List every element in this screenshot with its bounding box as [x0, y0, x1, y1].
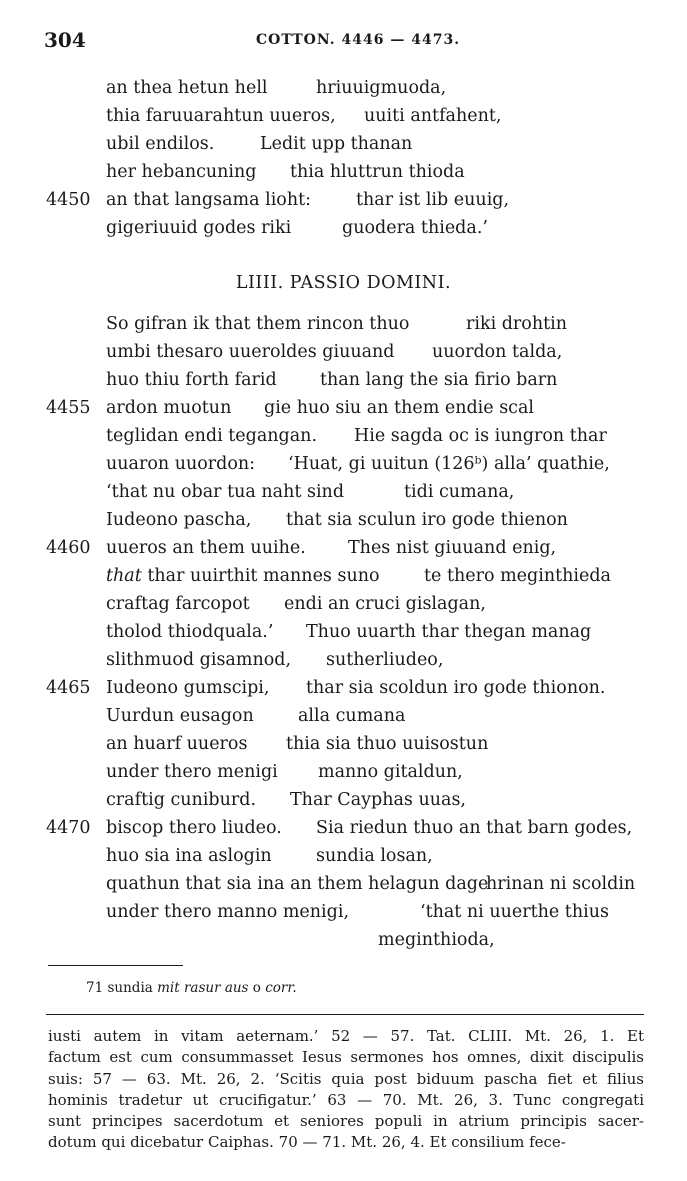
- verse-b: gie huo siu an them endie scal: [264, 398, 535, 418]
- verse-a: thia faruuarahtun uueros,: [106, 106, 336, 126]
- verse-line: [0, 310, 687, 338]
- verse-a: slithmuod gisamnod,: [106, 650, 292, 670]
- footnote-text: mit rasur aus: [157, 980, 249, 996]
- line-number: 4450: [46, 190, 91, 210]
- verse-a: uueros an them uuihe.: [106, 538, 306, 558]
- footnote-word: sundia: [107, 980, 153, 996]
- verse-line: [0, 478, 687, 506]
- line-number: 4470: [46, 818, 91, 838]
- verse-line: [0, 702, 687, 730]
- latin-notes: [48, 1026, 644, 1154]
- footnote-letter: o: [252, 980, 261, 996]
- running-head: COTTON. 4446 — 4473.: [256, 32, 461, 48]
- latin-line: sunt principes sacerdotum et seniores populi in atrium principis sacer-: [48, 1112, 644, 1131]
- line-number: 4460: [46, 538, 91, 558]
- verse-b: Ledit upp thanan: [260, 134, 413, 154]
- verse-b: ‘that ni uuerthe thius: [420, 902, 609, 922]
- verse-line: [0, 186, 687, 214]
- verse-line: [0, 102, 687, 130]
- verse-line: [0, 730, 687, 758]
- verse-a: an huarf uueros: [106, 734, 248, 754]
- verse-line: [0, 394, 687, 422]
- verse-line: [0, 214, 687, 242]
- verse-a: Uurdun eusagon: [106, 706, 254, 726]
- verse-line: [0, 758, 687, 786]
- verse-b: meginthioda,: [378, 930, 495, 950]
- verse-a: Iudeono pascha,: [106, 510, 252, 530]
- latin-line: iusti autem in vitam aeternam.’ 52 — 57. Tat. CLIII. Mt. 26, 1. Et: [48, 1027, 644, 1045]
- verse-a-rest: thar uuirthit mannes suno: [141, 566, 380, 586]
- verse-a: an that langsama lioht:: [106, 190, 312, 210]
- verse-a: biscop thero liudeo.: [106, 818, 282, 838]
- verse-b: riki drohtin: [466, 314, 568, 334]
- verse-b: endi an cruci gislagan,: [284, 594, 486, 614]
- verse-b: te thero meginthieda: [424, 566, 611, 586]
- verse-line: [0, 506, 687, 534]
- verse-a: an thea hetun hell: [106, 78, 268, 98]
- verse-b: Thuo uuarth thar thegan manag: [306, 622, 592, 642]
- verse-line: [0, 646, 687, 674]
- footnote-number: 71: [86, 980, 104, 996]
- footnote-abbr: corr.: [265, 980, 297, 996]
- verse-a: ‘that nu obar tua naht sind: [106, 482, 345, 502]
- verse-line: [0, 870, 687, 898]
- verse-b: that sia sculun iro gode thienon: [286, 510, 568, 530]
- verse-b: ‘Huat, gi uuitun (126ᵇ) alla’ quathie,: [288, 454, 610, 474]
- verse-b: than lang the sia firio barn: [320, 370, 558, 390]
- verse-b: hrinan ni scoldin: [486, 874, 636, 894]
- verse-b: thar sia scoldun iro gode thionon.: [306, 678, 606, 698]
- verse-a: So gifran ik that them rincon thuo: [106, 314, 410, 334]
- verse-line: [0, 674, 687, 702]
- footnote-rule: [48, 965, 183, 966]
- line-number: 4465: [46, 678, 91, 698]
- verse-b: guodera thieda.’: [342, 218, 488, 238]
- verse-a: huo sia ina aslogin: [106, 846, 272, 866]
- latin-line: suis: 57 — 63. Mt. 26, 2. ‘Scitis quia post biduum pascha fiet et filius: [48, 1069, 644, 1088]
- verse-line: [0, 338, 687, 366]
- verse-a: quathun that sia ina an them helagun dage: [106, 874, 489, 894]
- verse-a: uuaron uuordon:: [106, 454, 256, 474]
- verse-line: [0, 130, 687, 158]
- verse-line: [0, 786, 687, 814]
- verse-b: manno gitaldun,: [318, 762, 463, 782]
- verse-b: thar ist lib euuig,: [356, 190, 510, 210]
- verse-a: [106, 562, 380, 590]
- verse-a: under thero menigi: [106, 762, 278, 782]
- verse-a: her hebancuning: [106, 162, 257, 182]
- latin-line: dotum qui dicebatur Caiphas. 70 — 71. Mt. 26, 4. Et consilium fece-: [48, 1133, 566, 1152]
- footnote: [86, 980, 297, 996]
- verse-b: Hie sagda oc is iungron thar: [354, 426, 607, 446]
- verse-line: [0, 422, 687, 450]
- verse-b: hriuuigmuoda,: [316, 78, 447, 98]
- verse-line: [0, 618, 687, 646]
- verse-b: uuordon talda,: [432, 342, 563, 362]
- page-header: [44, 28, 644, 52]
- latin-line: hominis tradetur ut crucifigatur.’ 63 — 70. Mt. 26, 3. Tunc congregati: [48, 1090, 644, 1109]
- verse-b: uuiti antfahent,: [364, 106, 502, 126]
- separator-rule: [46, 1014, 644, 1015]
- italic-that: that: [106, 566, 142, 586]
- section-title: LIIII. PASSIO DOMINI.: [235, 273, 452, 293]
- verse-a: tholod thiodquala.’: [106, 622, 274, 642]
- verse-a: teglidan endi tegangan.: [106, 426, 318, 446]
- verse-a: huo thiu forth farid: [106, 370, 277, 390]
- verse-b: Thar Cayphas uuas,: [290, 790, 466, 810]
- verse-line: [0, 926, 687, 954]
- verse-line: [0, 534, 687, 562]
- verse-line: [0, 842, 687, 870]
- verse-b: sutherliudeo,: [326, 650, 444, 670]
- verse-b: thia sia thuo uuisostun: [286, 734, 489, 754]
- verse-a: Iudeono gumscipi,: [106, 678, 270, 698]
- verse-a: ardon muotun: [106, 398, 232, 418]
- verse-b: Thes nist giuuand enig,: [348, 538, 557, 558]
- verse-b: tidi cumana,: [404, 482, 515, 502]
- verse-line: [0, 74, 687, 102]
- verse-a: ubil endilos.: [106, 134, 215, 154]
- verse-b: alla cumana: [298, 706, 406, 726]
- verse-line: [0, 366, 687, 394]
- verse-b: Sia riedun thuo an that barn godes,: [316, 818, 633, 838]
- verse-line: [0, 450, 687, 478]
- verse-a: craftig cuniburd.: [106, 790, 257, 810]
- latin-line: factum est cum consummasset Iesus sermones hos omnes, dixit discipulis: [48, 1048, 644, 1067]
- verse-line: [0, 814, 687, 842]
- verse-a: craftag farcopot: [106, 594, 250, 614]
- line-number: 4455: [46, 398, 91, 418]
- verse-b: sundia losan,: [316, 846, 433, 866]
- verse-a: umbi thesaro uueroldes giuuand: [106, 342, 395, 362]
- verse-a: under thero manno menigi,: [106, 902, 350, 922]
- verse-b: thia hluttrun thioda: [290, 162, 465, 182]
- verse-line: [0, 898, 687, 926]
- verse-line: [0, 562, 687, 590]
- verse-line: [0, 158, 687, 186]
- verse-a: gigeriuuid godes riki: [106, 218, 292, 238]
- verse-line: [0, 590, 687, 618]
- page-number: 304: [44, 28, 86, 52]
